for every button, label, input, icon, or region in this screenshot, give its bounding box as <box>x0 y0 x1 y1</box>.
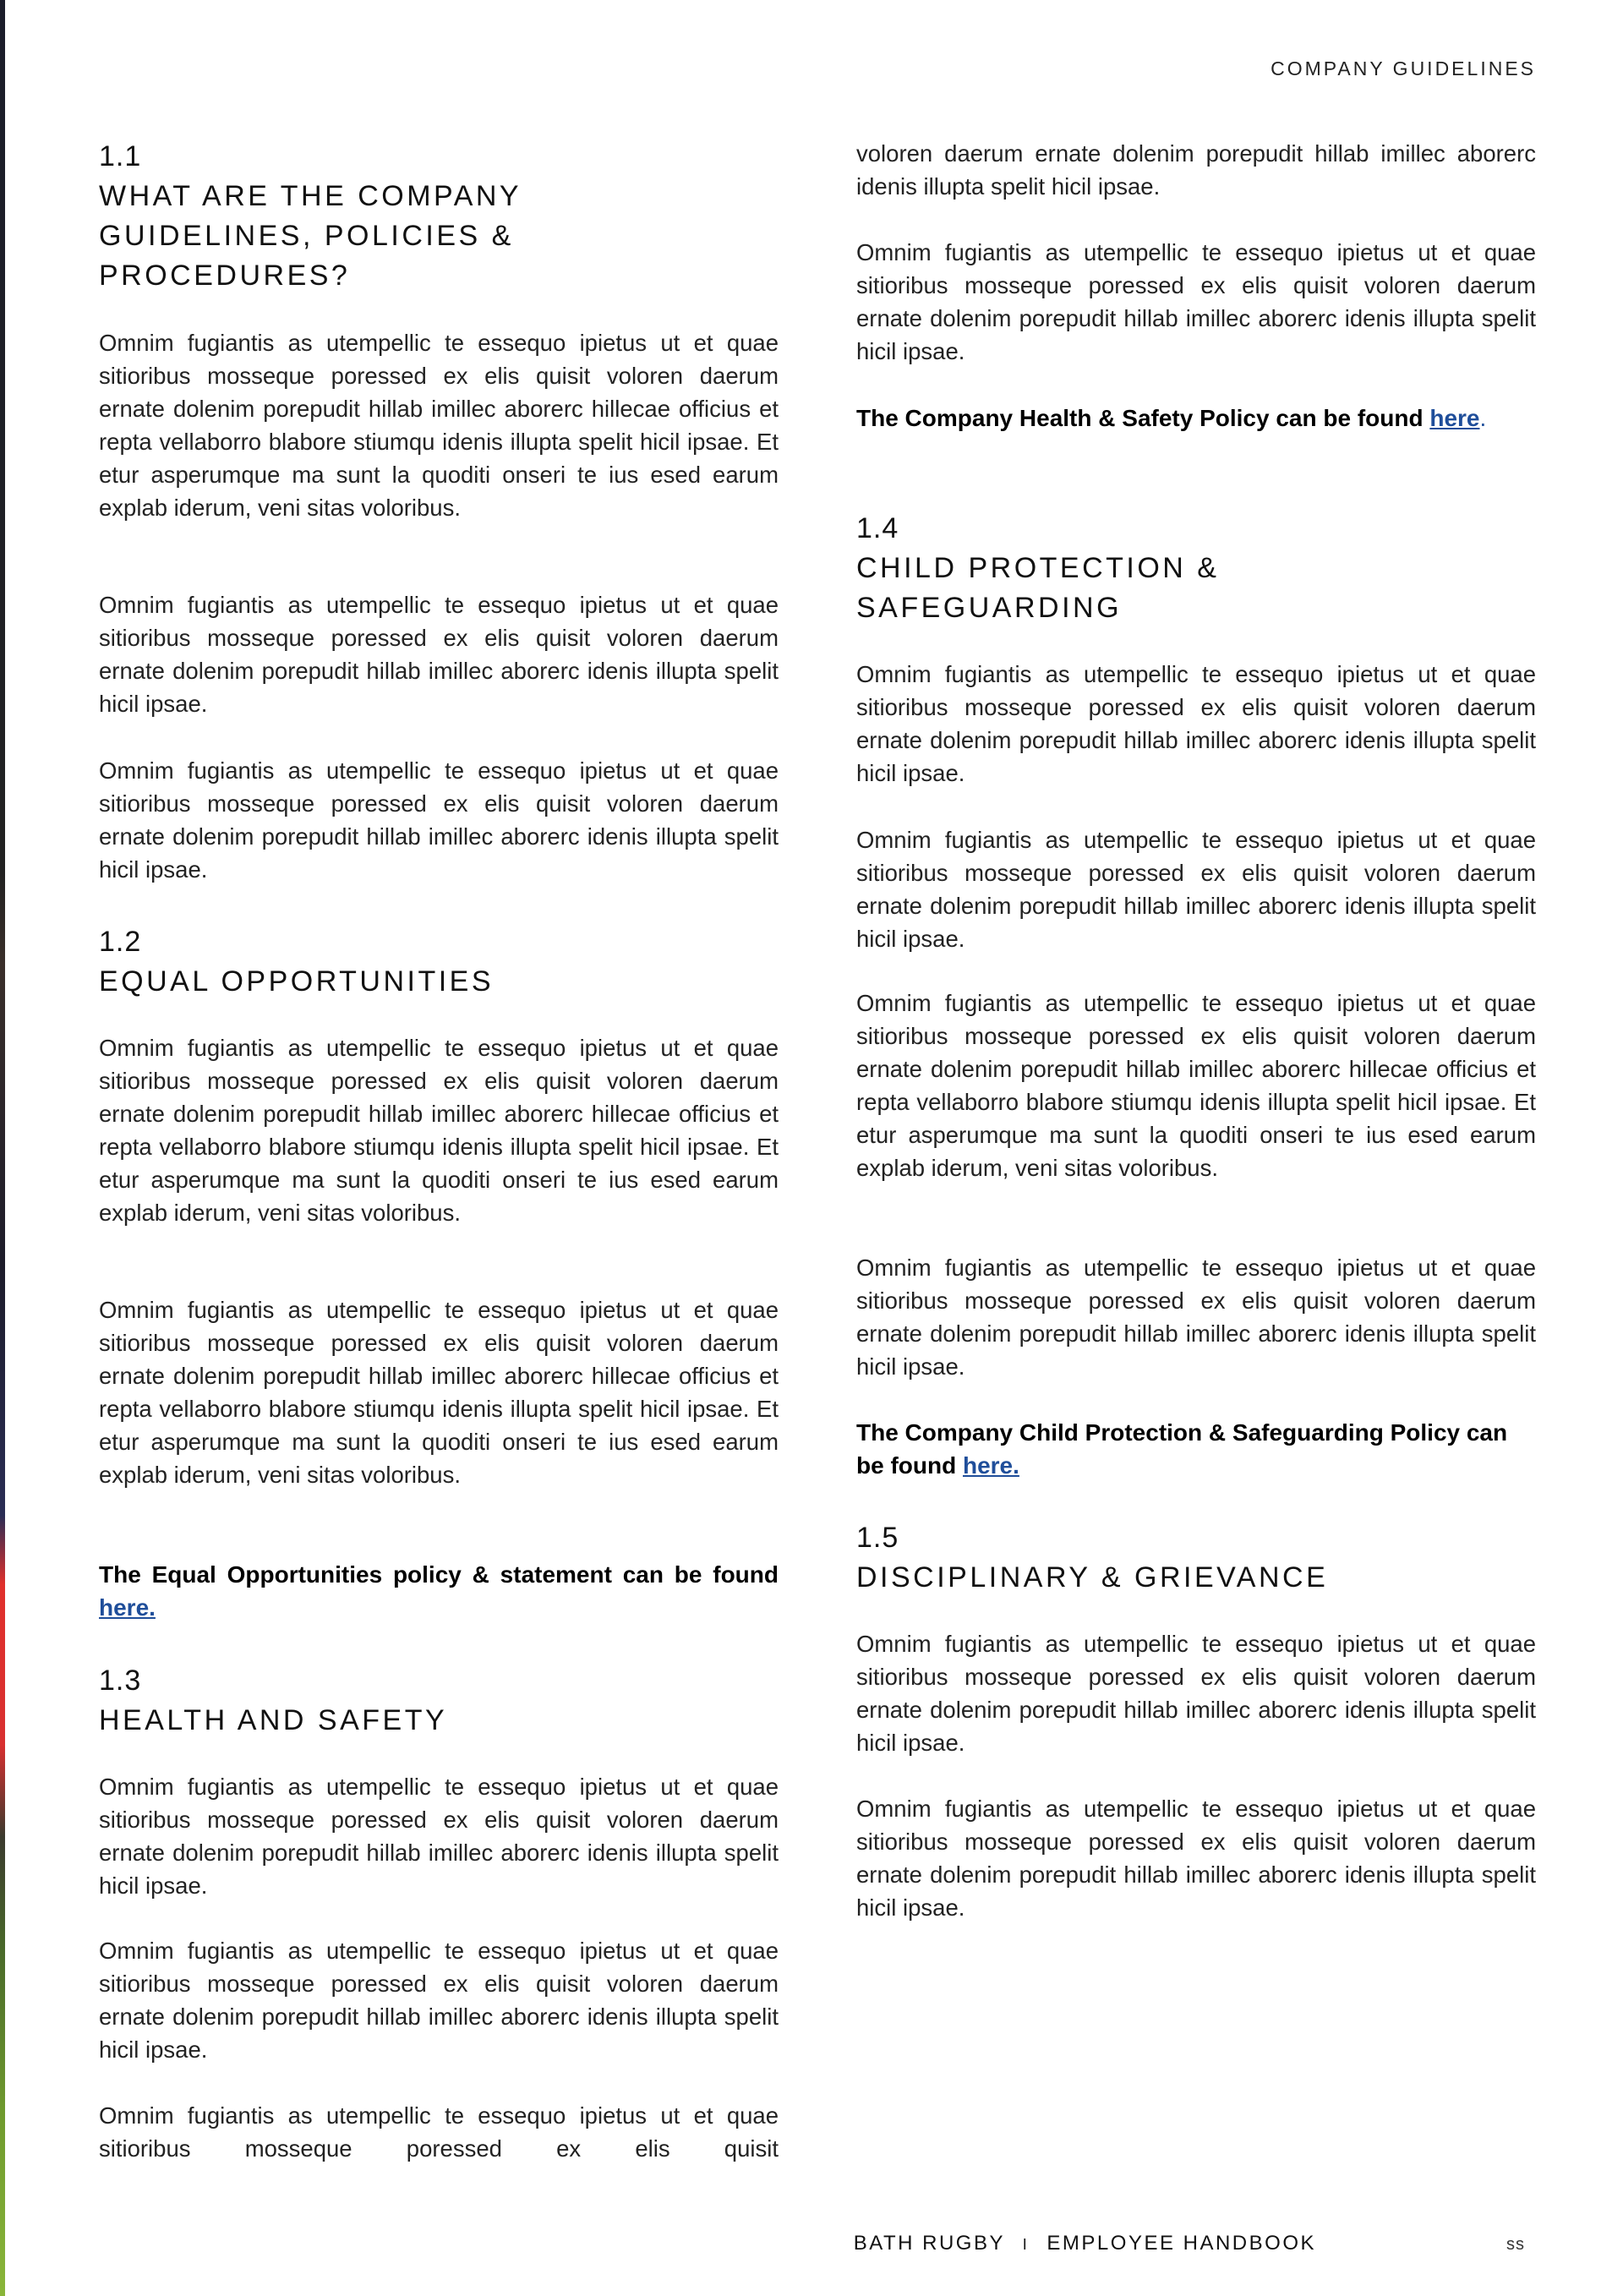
section-number: 1.2 <box>99 926 142 958</box>
policy-note-text: The Company Health & Safety Policy can be found <box>856 405 1424 431</box>
section-1-2-heading <box>99 922 779 1002</box>
section-number: 1.3 <box>99 1665 142 1697</box>
section-number: 1.1 <box>99 140 142 172</box>
link-period: . <box>1479 405 1487 431</box>
paragraph: Omnim fugiantis as utempellic te essequo ipietus ut et quae sitioribus mosseque poressed ex elis quisit voloren daerum ernate dolenim porepudit hillab imillec aborerc idenis illupta spelit hicil ipsae. <box>99 1938 779 2063</box>
paragraph: Omnim fugiantis as utempellic te essequo ipietus ut et quae sitioribus mosseque poressed ex elis quisit voloren daerum ernate dolenim porepudit hillab imillec aborerc idenis illupta spelit hicil ipsae. <box>856 827 1536 952</box>
paragraph: Omnim fugiantis as utempellic te essequo ipietus ut et quae sitioribus mosseque poressed ex elis quisit voloren daerum ernate dolenim porepudit hillab imillec aborerc idenis illupta spelit hicil ipsae. <box>99 592 779 717</box>
paragraph: Omnim fugiantis as utempellic te essequo ipietus ut et quae sitioribus mosseque poressed ex elis quisit voloren daerum ernate dolenim porepudit hillab imillec aborerc hillecae officius et repta vellaborro blabore stiumqu idenis illupta spelit hicil ipsae. Et etur asperumque ma sunt la quoditi onseri te ius esed earum explab iderum, veni sitas voloribus. <box>99 1035 779 1226</box>
health-safety-policy-link[interactable]: here <box>1429 405 1480 431</box>
policy-note <box>856 1416 1536 1482</box>
section-1-5-heading <box>856 1518 1536 1598</box>
policy-note <box>856 402 1536 435</box>
section-title: EQUAL OPPORTUNITIES <box>99 965 495 998</box>
paragraph-continued: voloren daerum ernate dolenim porepudit hillab imillec aborerc idenis illupta spelit hicil ipsae. <box>856 140 1536 200</box>
child-protection-policy-link[interactable]: here. <box>962 1452 1019 1479</box>
footer-brand: BATH RUGBY <box>853 2232 1005 2255</box>
section-title-line: GUIDELINES, POLICIES & <box>99 220 514 252</box>
footer-separator: I <box>1022 2236 1030 2253</box>
paragraph: Omnim fugiantis as utempellic te essequo ipietus ut et quae sitioribus mosseque poressed ex elis quisit <box>99 2102 779 2162</box>
paragraph: Omnim fugiantis as utempellic te essequo ipietus ut et quae sitioribus mosseque poressed ex elis quisit voloren daerum ernate dolenim porepudit hillab imillec aborerc hillecae officius et repta vellaborro blabore stiumqu idenis illupta spelit hicil ipsae. Et etur asperumque ma sunt la quoditi onseri te ius esed earum explab iderum, veni sitas voloribus. <box>856 990 1536 1181</box>
footer-handbook: EMPLOYEE HANDBOOK <box>1046 2232 1316 2255</box>
section-title-line: PROCEDURES? <box>99 260 351 292</box>
section-number: 1.5 <box>856 1522 899 1554</box>
policy-note-text: The Equal Opportunities policy & statement can be found <box>99 1561 779 1588</box>
paragraph: Omnim fugiantis as utempellic te essequo ipietus ut et quae sitioribus mosseque poressed ex elis quisit voloren daerum ernate dolenim porepudit hillab imillec aborerc idenis illupta spelit hicil ipsae. <box>99 757 779 883</box>
section-1-4-heading <box>856 509 1536 628</box>
section-1-1-heading <box>99 137 779 296</box>
paragraph: Omnim fugiantis as utempellic te essequo ipietus ut et quae sitioribus mosseque poressed ex elis quisit voloren daerum ernate dolenim porepudit hillab imillec aborerc idenis illupta spelit hicil ipsae. <box>856 1796 1536 1921</box>
equal-opportunities-policy-link[interactable]: here. <box>99 1594 156 1621</box>
section-title-line: WHAT ARE THE COMPANY <box>99 180 522 212</box>
section-1-3-heading <box>99 1661 779 1741</box>
running-header: COMPANY GUIDELINES <box>1271 57 1536 79</box>
footer-title <box>854 2232 1316 2255</box>
paragraph: Omnim fugiantis as utempellic te essequo ipietus ut et quae sitioribus mosseque poressed ex elis quisit voloren daerum ernate dolenim porepudit hillab imillec aborerc idenis illupta spelit hicil ipsae. <box>99 1774 779 1899</box>
paragraph: Omnim fugiantis as utempellic te essequo ipietus ut et quae sitioribus mosseque poressed ex elis quisit voloren daerum ernate dolenim porepudit hillab imillec aborerc hillecae officius et repta vellaborro blabore stiumqu idenis illupta spelit hicil ipsae. Et etur asperumque ma sunt la quoditi onseri te ius esed earum explab iderum, veni sitas voloribus. <box>99 1297 779 1488</box>
policy-note <box>99 1558 779 1624</box>
cover-photo-strip <box>0 0 5 2296</box>
paragraph: Omnim fugiantis as utempellic te essequo ipietus ut et quae sitioribus mosseque poressed ex elis quisit voloren daerum ernate dolenim porepudit hillab imillec aborerc idenis illupta spelit hicil ipsae. <box>856 239 1536 364</box>
page-number: ss <box>1506 2235 1525 2254</box>
section-title: DISCIPLINARY & GRIEVANCE <box>856 1561 1329 1594</box>
policy-note-text: The Company Child Protection & Safeguarding Policy can be found <box>856 1419 1508 1479</box>
paragraph: Omnim fugiantis as utempellic te essequo ipietus ut et quae sitioribus mosseque poressed ex elis quisit voloren daerum ernate dolenim porepudit hillab imillec aborerc idenis illupta spelit hicil ipsae. <box>856 1631 1536 1756</box>
section-title: HEALTH AND SAFETY <box>99 1704 448 1736</box>
section-title-line: SAFEGUARDING <box>856 592 1123 624</box>
section-title-line: CHILD PROTECTION & <box>856 552 1220 584</box>
paragraph: Omnim fugiantis as utempellic te essequo ipietus ut et quae sitioribus mosseque poressed ex elis quisit voloren daerum ernate dolenim porepudit hillab imillec aborerc hillecae officius et repta vellaborro blabore stiumqu idenis illupta spelit hicil ipsae. Et etur asperumque ma sunt la quoditi onseri te ius esed earum explab iderum, veni sitas voloribus. <box>99 330 779 521</box>
paragraph: Omnim fugiantis as utempellic te essequo ipietus ut et quae sitioribus mosseque poressed ex elis quisit voloren daerum ernate dolenim porepudit hillab imillec aborerc idenis illupta spelit hicil ipsae. <box>856 661 1536 786</box>
section-number: 1.4 <box>856 512 899 544</box>
paragraph: Omnim fugiantis as utempellic te essequo ipietus ut et quae sitioribus mosseque poressed ex elis quisit voloren daerum ernate dolenim porepudit hillab imillec aborerc idenis illupta spelit hicil ipsae. <box>856 1255 1536 1380</box>
